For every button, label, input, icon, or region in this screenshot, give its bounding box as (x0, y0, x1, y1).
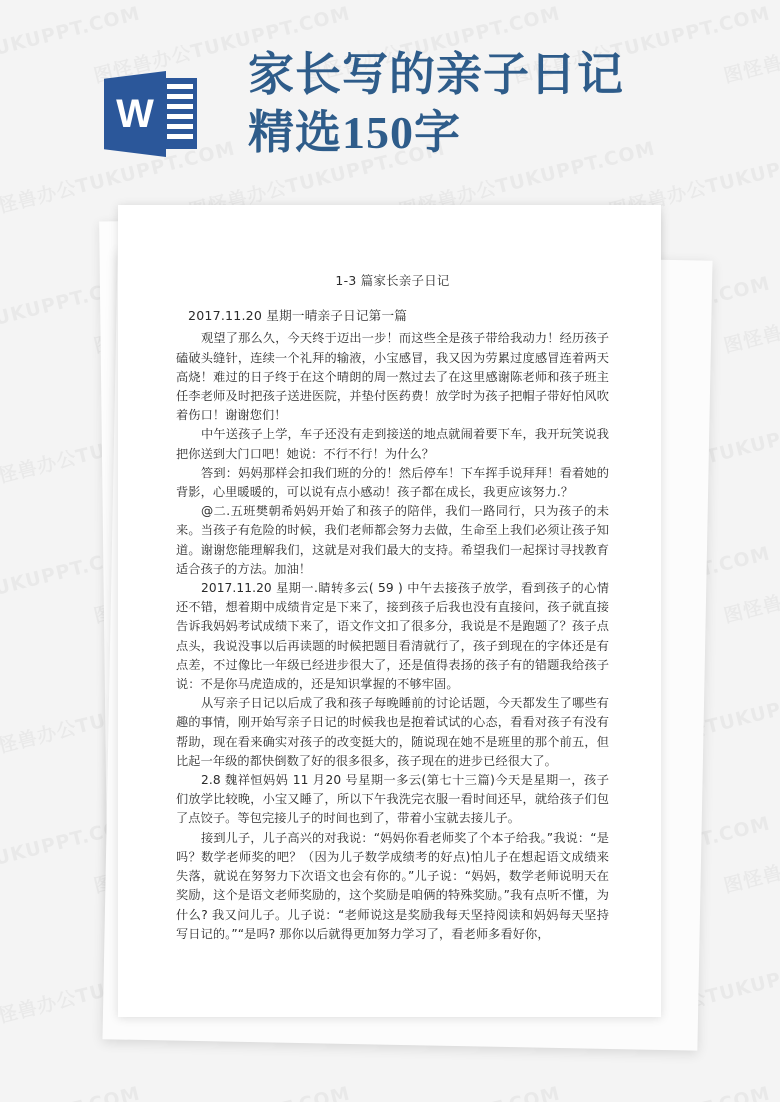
paragraph: 中午送孩子上学，车子还没有走到接送的地点就闹着要下车，我开玩笑说我把你送到大门口吧！她说：不行不行！为什么？ (176, 427, 609, 461)
paragraph: @二.五班樊朝希妈妈开始了和孩子的陪伴，我们一路同行，只为孩子的未来。当孩子有危险的时候，我们老师都会努力去做，生命至上我们必须让孩子知道。谢谢您能理解我们，这就是对我们最大的支持。希望我们一起探讨寻找教育适合孩子的方法。加油！ (176, 504, 609, 576)
paragraph: 从写亲子日记以后成了我和孩子每晚睡前的讨论话题，今天都发生了哪些有趣的事情，刚开始写亲子日记的时候我也是抱着试试的心态，看看对孩子有没有帮助，现在看来确实对孩子的改变挺大的，随说现在她不是班里的那个前五，但比起一年级的都快倒数了好的很多很多，孩子现在的进步已经很大了。 (176, 696, 609, 768)
page-title-line-1: 家长写的亲子日记 (248, 49, 624, 100)
paragraph: 观望了那么久，今天终于迈出一步！而这些全是孩子带给我动力！经历孩子磕破头缝针，连续一个礼拜的输液，小宝感冒，我又因为劳累过度感冒连着两天高烧！难过的日子终于在这个晴朗的周一熬过去了在这里感谢陈老师和孩子班主任李老师及时把孩子送进医院，并垫付医药费！放学时为孩子把帽子带好怕风吹着伤口！谢谢您们！ (176, 331, 609, 423)
paragraph: 2017.11.20 星期一.睛转多云( 59 ) 中午去接孩子放学，看到孩子的心情还不错，想着期中成绩肯定是下来了，接到孩子后我也没有直接问，孩子就直接告诉我妈妈考试成绩下来了，语文作文扣了很多分，我说是不是跑题了？孩子点点头，我说没事以后再读题的时候把题目看清就行了，孩子到现在的字体还是有点差，不过像比一年级已经进步很大了，还是值得表扬的孩子有的错题我给孩子说：不是你马虎造成的，还是知识掌握的不够牢固。 (176, 581, 609, 692)
document-content (118, 205, 661, 1017)
word-logo-lines (163, 78, 197, 149)
page-title-line-2: 精选150字 (248, 106, 461, 158)
word-logo-letter: W (116, 92, 154, 136)
paragraph: 2.8 魏祥恒妈妈 11 月20 号星期一多云(第七十三篇)今天是星期一，孩子们放学比较晚，小宝又睡了，所以下午我洗完衣服一看时间还早，就给孩子们包了点饺子。等包完接儿子的时间也到了，带着小宝就去接儿子。 (176, 773, 609, 826)
document-heading: 1-3 篇家长亲子日记 (335, 273, 450, 288)
header (0, 0, 780, 190)
paragraph: 答到：妈妈那样会扣我们班的分的！然后停车！下车挥手说拜拜！看着她的背影，心里暖暖的，可以说有点小感动！孩子都在成长，我更应该努力.？ (176, 465, 609, 500)
page-title (248, 46, 708, 161)
word-document-icon (104, 68, 212, 160)
document-subheading: 2017.11.20 星期一晴亲子日记第一篇 (188, 308, 408, 324)
paragraph: 接到儿子，儿子高兴的对我说：“妈妈你看老师奖了个本子给我。”我说：“是吗？数学老师奖的吧？（因为儿子数学成绩考的好点)怕儿子在想起语文成绩来失落，就说在努努力下次语文也会有你的。”儿子说：“妈妈，数学老师说明天在奖励，这个是语文老师奖励的，这个奖励是咱俩的特殊奖励。”我有点听不懂，为什么? 我又问儿子。儿子说：“老师说这是奖励我每天坚持阅读和妈妈每天坚持写日记的。”“是吗? 那你以后就得更加努力学习了，看老师多看好你， (176, 830, 609, 941)
